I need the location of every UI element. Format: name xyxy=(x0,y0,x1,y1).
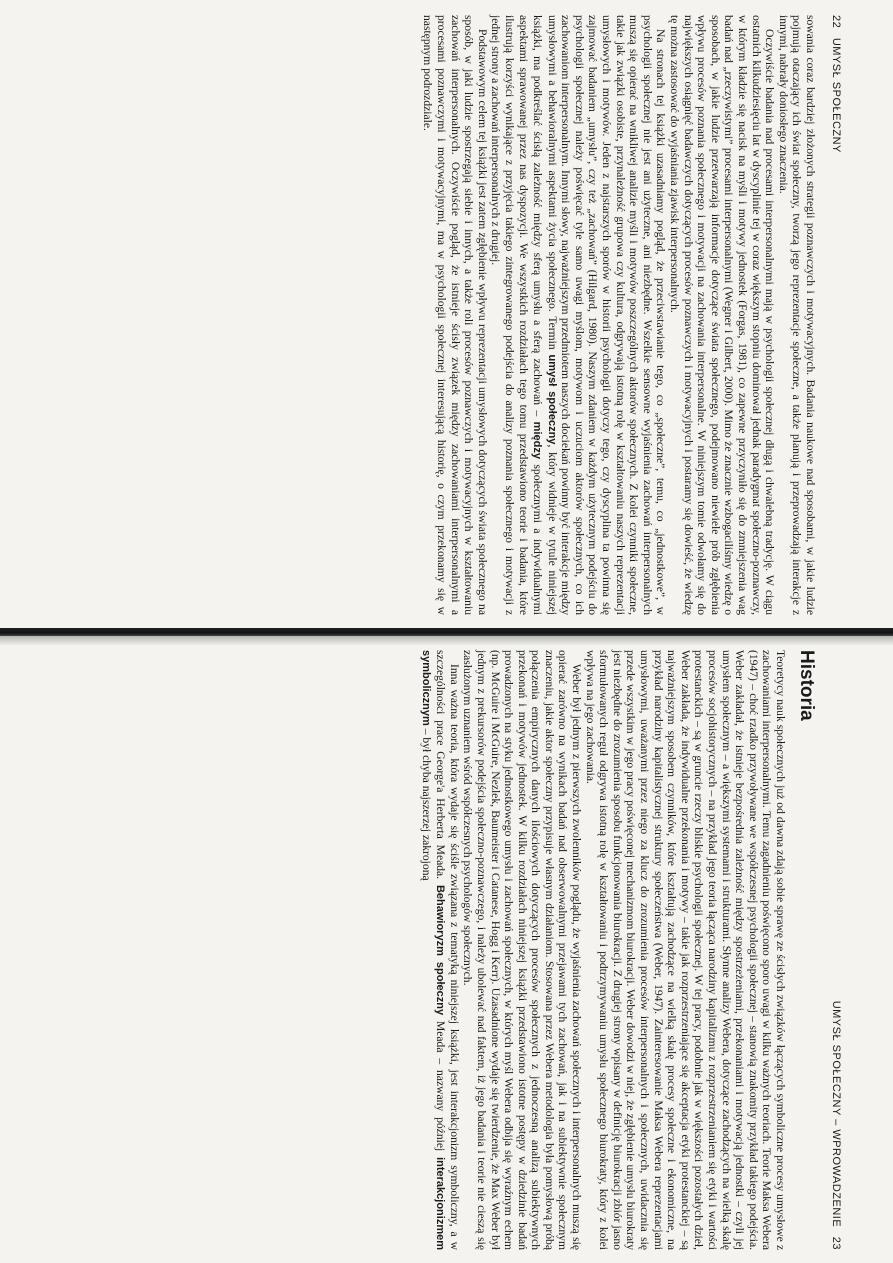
running-head-right xyxy=(827,650,845,1250)
bold-term: między xyxy=(531,421,544,459)
text-run: – był chyba najszerzej zakrojoną xyxy=(419,725,433,881)
paragraph xyxy=(489,15,668,615)
text-run: Teoretycy nauk społecznych już od dawna zdają sobie sprawę ze ścisłych związków łączących symboliczne procesy umysłowe z zachowaniami interpersonalnymi. Temu zagadnieniu poświęcono sporo uwagi w kilku ważnych teoriach. Teorie Maksa Webera (1947) – choć rzadko przywoływane we współczesnej psychologii społecznej – stanowią znakomity przykład takiego podejścia. Weber zakładał, że istnieje bezpośrednia zależność między spostrzeżeniami, przekonaniami i motywacją jednostki – czyli jej umysłem społecznym – a większymi systemami i strukturami. Słynne analizy Webera, dotyczące zachodzących na wielką skalę procesów socjohistorycznych – na przykład jego teoria łącząca narodziny kapitalizmu z rozprzestrzenianiem się etyki i wartości protestanckich – są w gruncie rzeczy bliskie psychologii społecznej. W tej pracy, podobnie jak w większości pozostałych dzieł, Weber zakłada, że indywidualne przekonania i motywy – takie jak rozprzestrzeniające się akceptacja etyki protestanckiej – są najważniejszym sposobem czynników, które kształtują zachodzące na wielką skalę procesy społeczne i ekonomiczne, na przykład narodziny kapitalistycznej struktury społeczeństwa (Weber, 1947). Zainteresowanie Maksa Webera reprezentacjami umysłowymi, uważanymi przez niego za klucz do zrozumienia procesów interpersonalnych i społecznych, uwidacznia się przede wszystkim w jego pracy poświęconej mechanizmom biurokracji. Weber dowodzi w niej, że zgłębienie umysłu biurokraty jest niezbędne do zrozumienia sposobu funkcjonowania biurokracji. Z drugiej strony wpisany w definicję biurokracji zbiór jasno sformułowanych reguł odgrywa istotną rolę w kształtowaniu i podtrzymywaniu umysłu społecznego biurokraty, który z kolei wpływa na jego zachowania. xyxy=(583,650,787,1250)
page-22 xyxy=(55,15,845,615)
book-spine-shadow xyxy=(0,628,893,636)
bold-term: Behawioryzm społeczny xyxy=(434,884,447,1016)
page-number: 23 xyxy=(830,1236,842,1250)
paragraph xyxy=(667,15,776,615)
bold-term: interakcjonizmem symbolicznym xyxy=(419,650,447,1250)
text-run: , który widnieje w tytule niniejszej książki, ma podkreślać ścisłą zależność między sferą umysłu a sferą zachowań – xyxy=(531,15,559,615)
running-head-title: UMYSŁ SPOŁECZNY xyxy=(830,37,842,153)
paragraph xyxy=(583,650,787,1250)
bold-term: umysł społeczny xyxy=(545,354,558,445)
text-run: sowania coraz bardziej złożonych strategii poznawczych i motywacyjnych. Badania naukowe nad sposobami, w jakie ludzie pojmują otaczający ich świat społeczny, tworzą jego reprezentacje społeczne, a także planują i przeprowadzają interakcje z innymi, nabrały doniosłego znaczenia. xyxy=(776,15,817,615)
body-text xyxy=(421,15,817,615)
text-run: Na stronach tej książki uzasadniamy pogląd, że przeciwstawianie tego, co „społeczne”, temu, co „jednostkowe”, w psychologii społecznej nie jest ani użyteczne, ani niezbędne. Wszelkie sensowne wyjaśnienia zachowań interpersonalnych muszą się opierać na wnikliwej analizie myśli i motywów poszczególnych aktorów społecznych. Z kolei czynniki społeczne, takie jak związki osobiste, przynależność grupowa czy kultura, odgrywają istotną rolę w kształtowaniu naszych reprezentacji umysłowych i motywów. Jeden z najstarszych sporów w historii psychologii dotyczy tego, czy dyscyplina ta powinna się zajmować badaniem „umysłu”, czy też „zachowań” (Hilgard, 1980). Naszym zdaniem w każdym użytecznym podejściu do psychologii społecznej należy poświęcać tyle samo uwagi myślom, motywom i uczuciom aktorów społecznych, co ich zachowaniom interpersonalnym. Innymi słowy, najważniejszym przedmiotem naszych dociekań powinny być interakcje między umysłowymi a behawioralnymi aspektami życia społecznego. Termin xyxy=(545,15,668,615)
paragraph xyxy=(776,15,817,615)
running-head-title: UMYSŁ SPOŁECZNY – WPROWADZENIE xyxy=(830,1000,842,1228)
text-run: społecznymi a indywidualnymi aspektami sprawowanej przez nas dyspozycji. We wszystkich rozdziałach tego tomu przedstawiono teorie i badania, które ilustrują korzyści wynikające z przyjęcia takiego zintegrowanego podejścia do analizy poznania społecznego i motywacji z jednej strony a zachowań interpersonalnych z drugiej. xyxy=(489,15,545,615)
gutter-shadow xyxy=(0,636,893,646)
running-head-left xyxy=(827,15,845,615)
text-run: Podstawowym celem tej książki jest zatem zgłębienie wpływu reprezentacji umysłowych dotyczących świata społecznego na sposób, w jaki ludzie spostrzegają siebie i innych, a także roli procesów poznawczych i motywacyjnych w kształtowaniu zachowań interpersonalnych. Oczywiście pogląd, że istnieje ścisły związek między zachowaniami interpersonalnymi a procesami poznawczymi i motywacyjnymi, ma w psychologii społecznej interesującą historię, o czym przekonamy się w następnym podrozdziale. xyxy=(421,15,489,615)
text-run: Weber był jednym z pierwszych zwolenników poglądu, że wyjaśnienia zachowań społecznych i interpersonalnych muszą się opierać zarówno na wynikach badań nad obserwowalnymi przejawami tych zachowań, jak i na subiektywnie społecznym znaczeniu, jakie aktor społeczny przypisuje własnym działaniom. Stosowana przez Webera metodologia była pomysłową próbą połączenia empirycznych danych ilościowych dotyczących procesów społecznych z jednoczesną analizą subiektywnych przekonań i motywów jednostek. W kilku rozdziałach niniejszej książki przedstawiono istotne postępy w dziedzinie badań prowadzonych na styku jednostkowego umysłu i zachowań społecznych, w których myśl Webera odbija się wyraźnym echem (np. McGuire i McGuire, Nezlek, Baumeister i Catanese, Hogg i Kerr). Uzasadnione wydaje się twierdzenie, że Max Weber był jednym z prekursorów podejścia społeczno-poznawczego, i należy ubolewać nad faktem, iż jego badania i teorie nie cieszą się zasłużonym uznaniem wśród współczesnych psychologów społecznych. xyxy=(461,650,584,1250)
page-23 xyxy=(55,650,845,1250)
text-run: Oczywiście badania nad procesami interpersonalnymi mają w psychologii społecznej długą i chwalebną tradycję. W ciągu ostatnich kilkudziesięciu lat w dyscyplinie tej w coraz większym stopniu dominował jednak paradygmat społeczno-poznawczy, w którym kładzie się nacisk na myśli i motywy jednostek (Forgas, 1981), co zapewne przyczyniło się do zmniejszenia wag badań nad „rzeczywistymi” procesami interpersonalnymi (Wegner i Gilbert, 2000). Mimo że znacznie wzbogaciliśmy wiedzę o sposobach, w jakie ludzie przetwarzają informacje dotyczące świata społecznego, podejmowano niewiele prób zgłębienia wpływu procesów poznania społecznego i motywacji na zachowania interpersonalne. W niniejszym tomie odwołamy się do największych osiągnięć badawczych dotyczących procesów poznawczych i motywacyjnych i postaramy się dowieść, że wiedzę tę można zastosować do wyjaśniania zjawisk interpersonalnych. xyxy=(668,15,777,615)
paragraph xyxy=(421,15,489,615)
body-text xyxy=(418,650,787,1250)
section-title: Historia xyxy=(796,650,817,721)
page-number: 22 xyxy=(830,15,842,29)
text-run: Meada – nazwany później xyxy=(434,1015,448,1158)
paragraph xyxy=(418,650,461,1250)
text-run: Inna ważna teoria, która wydaje się ściśle związana z tematyką niniejszej książki, jest interakcjonizm symboliczny, a w szczególności prace George'a Herberta Meada. xyxy=(434,650,461,1250)
paragraph xyxy=(461,650,583,1250)
